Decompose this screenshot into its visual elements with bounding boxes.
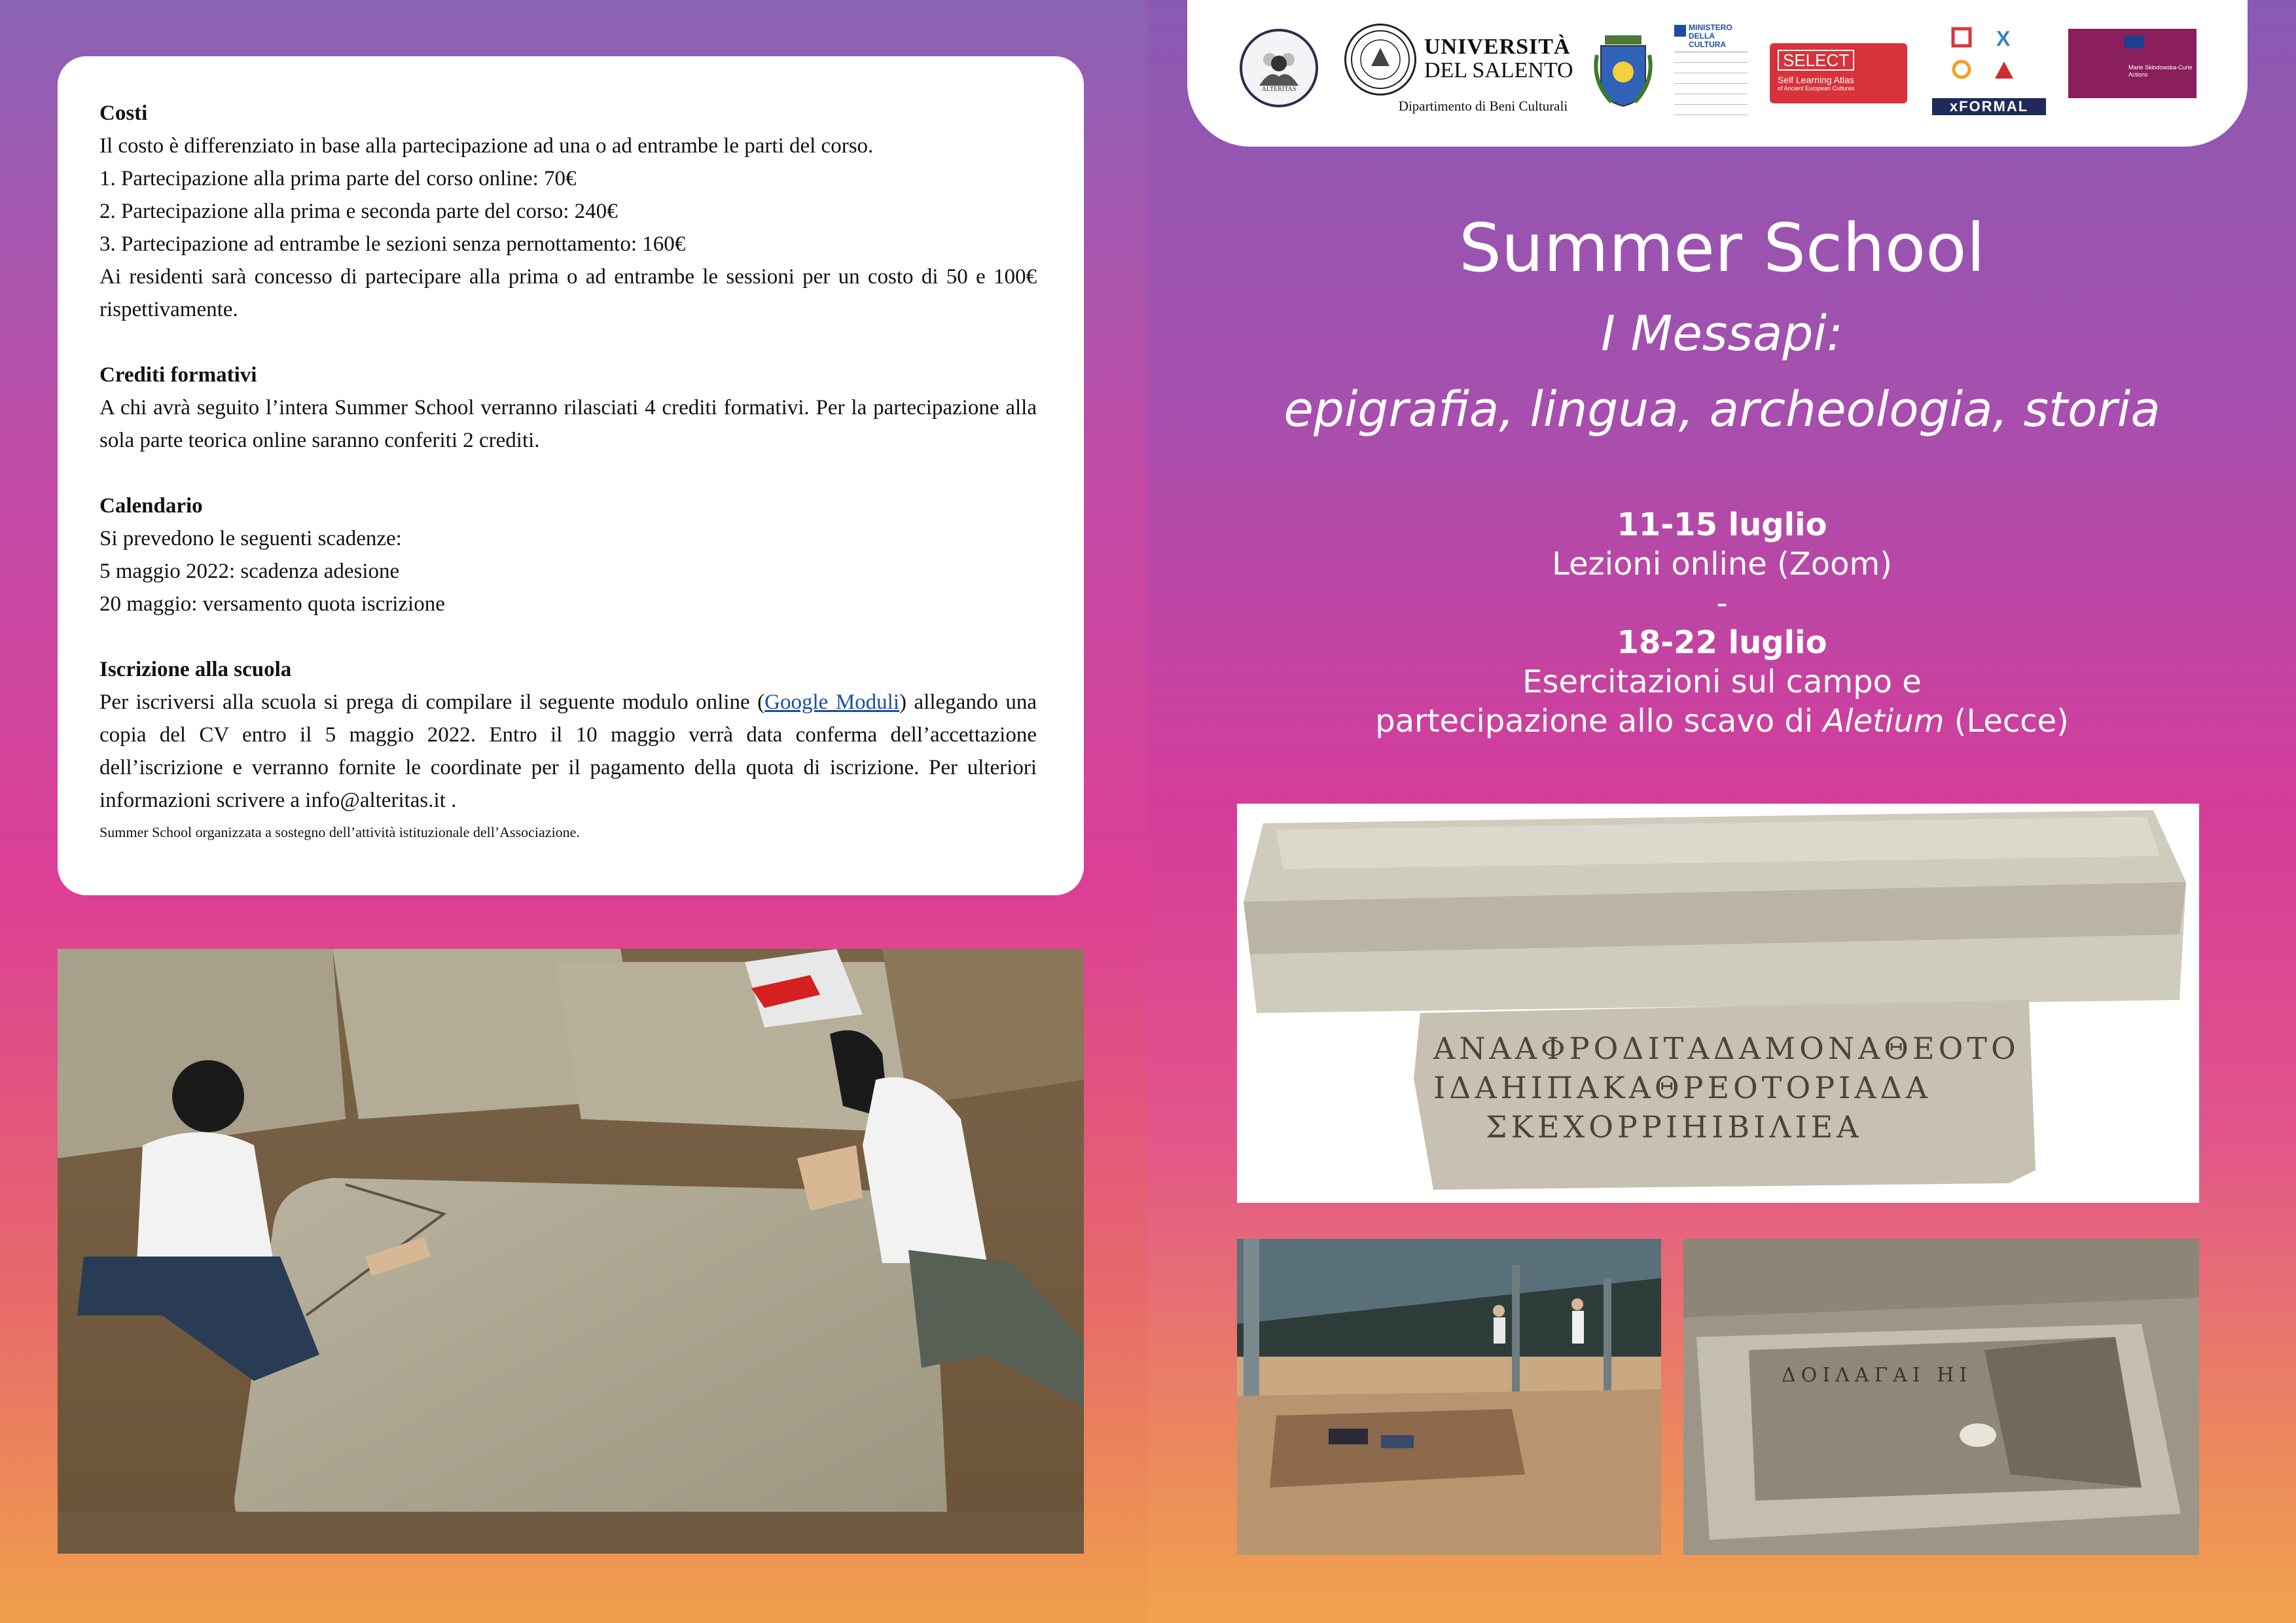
xformal-logo-text: xFORMAL <box>1932 98 2046 115</box>
sarcophagus-photo <box>1683 1239 2199 1555</box>
costi-intro: Il costo è differenziato in base alla partecipazione ad una o ad entrambe le parti del corso. <box>99 134 874 158</box>
municipality-crest-icon <box>1592 29 1655 110</box>
svg-text:X: X <box>1996 27 2011 50</box>
costi-residenti: Ai residenti sarà concesso di partecipare alla prima o ad entrambe le sessioni per un costo di 50 e 100€ rispettivamente. <box>99 265 1037 321</box>
date-fieldwork: 18-22 luglio <box>1617 624 1827 661</box>
university-seal-icon <box>1344 24 1416 96</box>
excavation-info-post: (Lecce) <box>1944 703 2069 740</box>
excavation-photo <box>58 949 1084 1554</box>
schedule-separator: - <box>1716 585 1728 622</box>
date-online: 11-15 luglio <box>1617 507 1827 543</box>
inscription-line-2: ΙΔΑΗΙΠΑΚΑΘΡΕΟΤΟΡΙΑΔΑ <box>1433 1070 1931 1105</box>
select-logo-title: SELECT <box>1778 50 1854 71</box>
ministry-title: MINISTERO DELLA CULTURA <box>1674 24 1748 49</box>
logo-bar <box>1187 0 2248 147</box>
university-name-line2: DEL SALENTO <box>1424 58 1573 82</box>
iscrizione-text <box>99 686 1037 817</box>
university-department: Dipartimento di Beni Culturali <box>1398 98 1568 114</box>
crediti-text: A chi avrà seguito l’intera Summer School verranno rilasciati 4 crediti formativi. Per la partecipazione alla sola parte teorica online saranno conferiti 2 crediti. <box>99 396 1037 452</box>
inscription-line-3: ΣΚΕΧΟΡΡΙΗΙΒΙΛΙΕΑ <box>1486 1109 1863 1145</box>
inscription-stone-photo <box>1237 804 2199 1203</box>
aletium-site: Aletium <box>1823 703 1945 740</box>
crediti-title: Crediti formativi <box>99 363 257 387</box>
ministry-culture-logo <box>1674 24 1748 115</box>
fieldwork-info: Esercitazioni sul campo e <box>1522 664 1922 700</box>
select-logo-subtitle2: of Ancient European Cultures <box>1778 85 1855 92</box>
calendario-item-2: 20 maggio: versamento quota iscrizione <box>99 592 445 616</box>
calendario-intro: Si prevedono le seguenti scadenze: <box>99 527 402 550</box>
iscrizione-title: Iscrizione alla scuola <box>99 658 292 681</box>
msca-logo <box>2068 29 2197 98</box>
subtitle-line2: epigrafia, lingua, archeologia, storia <box>1283 382 2161 438</box>
iscrizione-pre: Per iscriversi alla scuola si prega di compilare il seguente modulo online ( <box>99 690 765 714</box>
msca-logo-text: Marie Skłodowska-Curie Actions <box>2128 64 2193 78</box>
costi-item-1: 1. Partecipazione alla prima parte del corso online: 70€ <box>99 167 577 190</box>
google-moduli-link[interactable]: Google Moduli <box>764 690 900 714</box>
alteritas-logo <box>1240 29 1318 107</box>
excavation-info-pre: partecipazione allo scavo di <box>1375 703 1823 740</box>
calendario-item-1: 5 maggio 2022: scadenza adesione <box>99 560 400 583</box>
main-title: Summer School <box>1459 209 1985 287</box>
dig-site-photo <box>1237 1239 1661 1555</box>
eu-flag-icon <box>2125 35 2144 48</box>
costi-item-2: 2. Partecipazione alla prima e seconda parte del corso: 240€ <box>99 200 618 223</box>
info-card <box>58 56 1084 895</box>
online-lessons-info: Lezioni online (Zoom) <box>1552 546 1892 582</box>
university-name <box>1424 35 1581 82</box>
excavation-info <box>1148 702 2296 741</box>
ministry-rows <box>1674 52 1748 115</box>
subtitle-line1: I Messapi: <box>1601 306 1843 362</box>
costi-title: Costi <box>99 101 148 125</box>
xformal-logo <box>1927 24 2045 115</box>
iscrizione-post: ) allegando una copia del CV entro il 5 maggio 2022. Entro il 10 maggio verrà data conferma dell’accettazione dell’iscrizione e verranno fornite le coordinate per il pagamento della quota di iscrizione. Per ulteriori informazioni scrivere a info@alteritas.it . <box>99 690 1037 812</box>
alteritas-logo-text: ALTERITAS <box>1261 86 1297 93</box>
university-name-line1: UNIVERSITÀ <box>1424 35 1571 59</box>
calendario-title: Calendario <box>99 494 203 518</box>
sarcophagus-inscription: ΔΟΙΛΑΓΑΙ ΗΙ <box>1782 1364 1973 1387</box>
inscription-line-1: ΑΝΑΑΦΡΟΔΙΤΑΔΑΜΟΝΑΘΕΟΤΟ <box>1433 1031 2020 1066</box>
organizing-note: Summer School organizzata a sostegno dell’attività istituzionale dell’Associazione. <box>99 824 580 840</box>
costi-item-3: 3. Partecipazione ad entrambe le sezioni senza pernottamento: 160€ <box>99 232 686 256</box>
select-logo-subtitle: Self Learning Atlas <box>1778 75 1854 85</box>
select-logo <box>1770 43 1907 103</box>
